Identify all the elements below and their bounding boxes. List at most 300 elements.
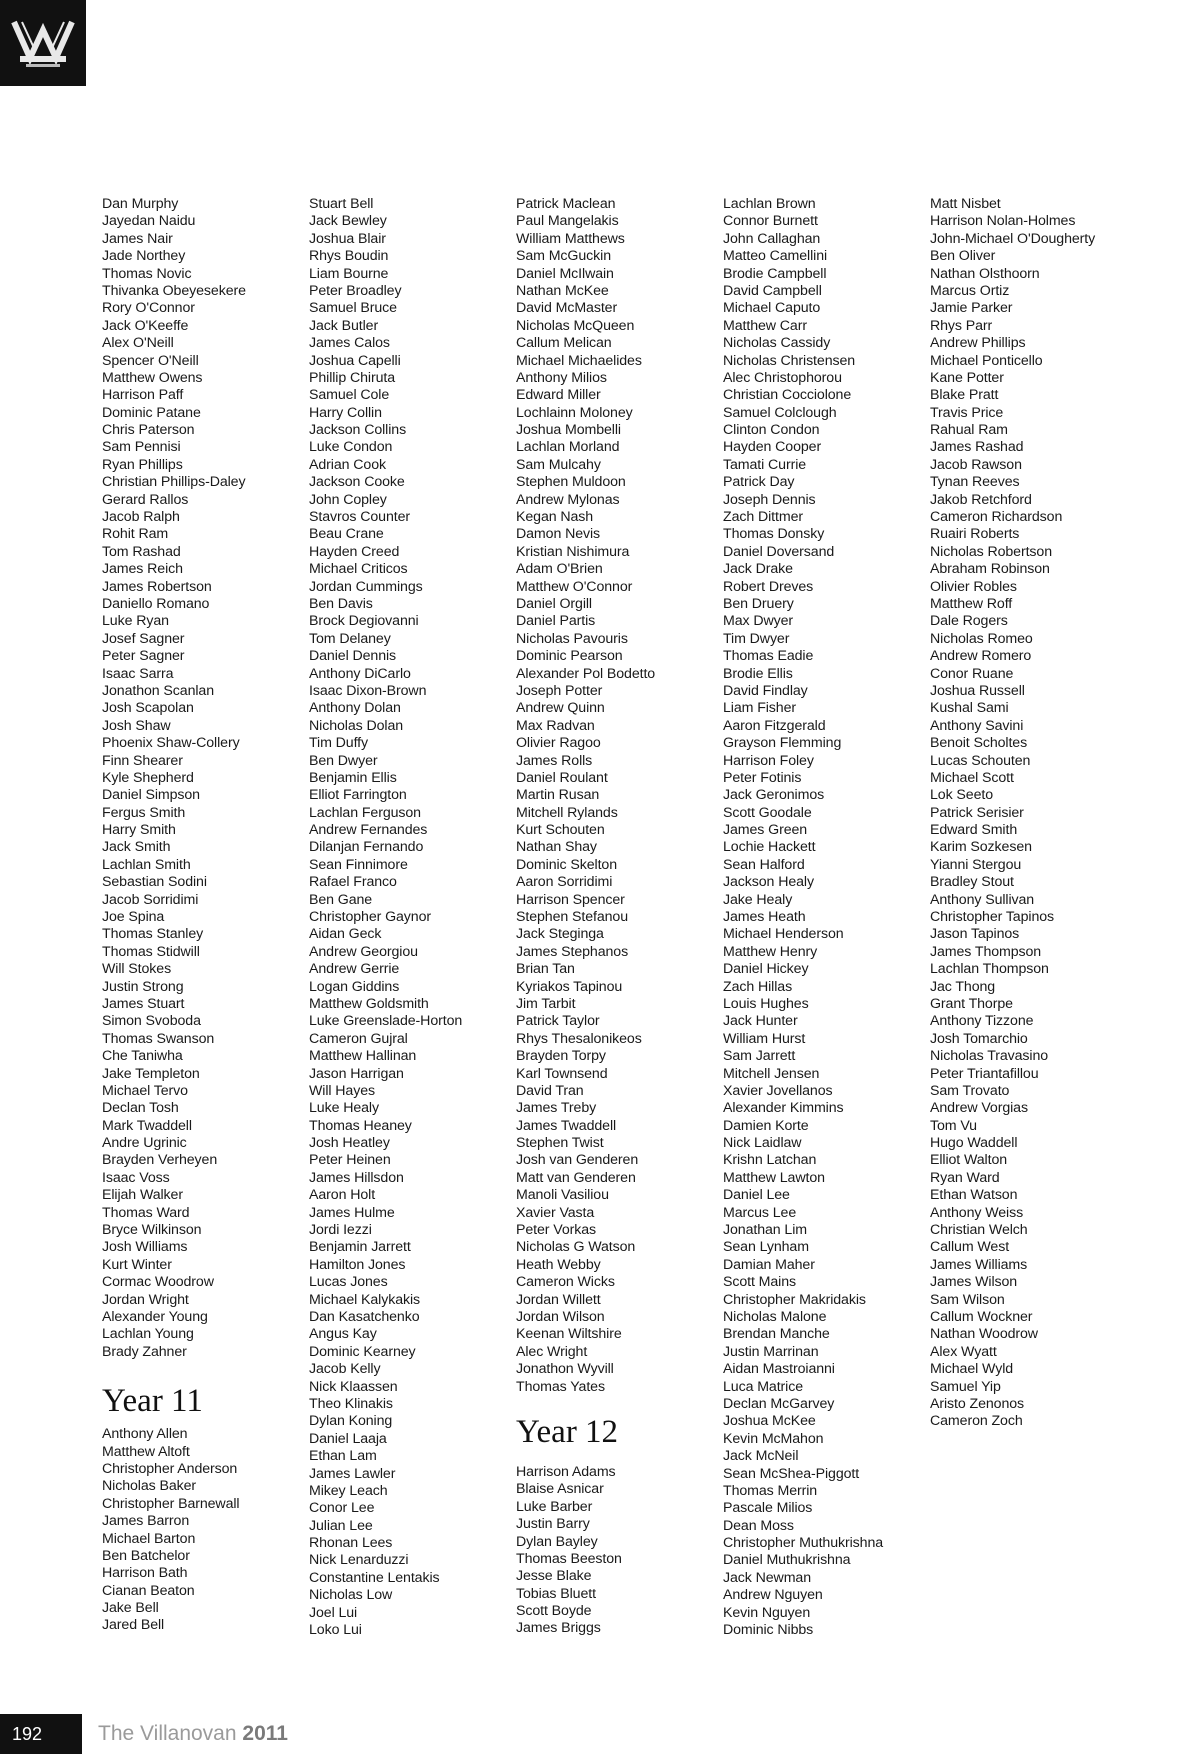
name-list-item: Ben Oliver: [930, 248, 996, 265]
name-list-item: Connor Burnett: [723, 213, 818, 230]
name-list-item: Matteo Camellini: [723, 248, 828, 265]
name-list-item: Ryan Phillips: [102, 456, 183, 473]
name-list-item: Kane Potter: [930, 369, 1004, 386]
name-list-item: Kegan Nash: [516, 509, 594, 526]
name-list-item: Benoit Scholtes: [930, 735, 1028, 752]
name-list-item: Martin Rusan: [516, 787, 600, 804]
name-list-item: Thomas Stidwill: [102, 943, 200, 960]
name-list-item: Pascale Milios: [723, 1500, 813, 1517]
name-list-item: Mitchell Rylands: [516, 804, 618, 821]
name-list-item: Joshua Blair: [309, 230, 386, 247]
name-list-item: David McMaster: [516, 300, 618, 317]
name-list-item: Andre Ugrinic: [102, 1135, 187, 1152]
name-list-item: Anthony Allen: [102, 1426, 188, 1443]
name-list-item: Scott Mains: [723, 1274, 797, 1291]
names-column-5: [930, 196, 1160, 1431]
name-list-item: Dominic Pearson: [516, 648, 623, 665]
name-list-item: Jackson Healy: [723, 874, 814, 891]
name-list-item: Dan Kasatchenko: [309, 1309, 420, 1325]
name-list-item: Tobias Bluett: [516, 1585, 596, 1602]
name-list-item: James Rolls: [516, 752, 593, 769]
name-list-item: Jayedan Naidu: [102, 213, 196, 230]
name-list-item: Jack Drake: [723, 561, 793, 578]
name-list-item: Xavier Vasta: [516, 1204, 595, 1221]
name-list-item: Thivanka Obeyesekere: [102, 282, 246, 299]
name-list-item: Michael Michaelides: [516, 352, 642, 369]
name-list-item: Cormac Woodrow: [102, 1274, 214, 1291]
name-list-item: Alec Wright: [516, 1343, 588, 1360]
name-list-item: Theo Klinakis: [309, 1395, 393, 1412]
name-list-item: Callum Melican: [516, 335, 612, 352]
name-list-item: Clinton Condon: [723, 422, 820, 439]
name-list-item: Justin Strong: [102, 978, 184, 995]
name-list-item: Sam Mulcahy: [516, 456, 601, 473]
name-list-item: Aaron Holt: [309, 1187, 376, 1204]
name-list-item: Brayden Torpy: [516, 1048, 606, 1065]
name-list-item: Joshua McKee: [723, 1413, 816, 1430]
name-list-item: Matthew Lawton: [723, 1169, 825, 1186]
name-list-item: Christopher Makridakis: [723, 1291, 866, 1308]
name-list-item: Dominic Patane: [102, 404, 201, 421]
name-list-item: Kyriakos Tapinou: [516, 978, 623, 995]
name-list-item: Josh Williams: [102, 1239, 188, 1256]
name-list-item: Jake Templeton: [102, 1065, 200, 1082]
name-list-item: Jonathan Lim: [723, 1222, 807, 1239]
name-list-item: Robert Dreves: [723, 578, 814, 595]
name-list-item: Zach Hillas: [723, 978, 793, 995]
name-list-item: Daniel Muthukrishna: [723, 1552, 851, 1569]
name-list-item: Conor Ruane: [930, 665, 1014, 682]
name-list-item: Josh Scapolan: [102, 700, 194, 717]
name-list-item: Christian Welch: [930, 1222, 1028, 1239]
name-list-item: Cameron Zoch: [930, 1413, 1023, 1430]
name-list-item: Tim Dwyer: [723, 630, 790, 647]
name-list-item: Sam Trovato: [930, 1082, 1010, 1099]
name-list-item: Patrick Maclean: [516, 196, 616, 212]
name-list-item: Lachlan Ferguson: [309, 804, 421, 821]
name-list-item: Dylan Bayley: [516, 1533, 598, 1550]
name-list-item: Harrison Nolan-Holmes: [930, 213, 1076, 230]
name-list-item: Kevin McMahon: [723, 1430, 824, 1447]
name-list-item: Krishn Latchan: [723, 1152, 817, 1169]
name-list-item: Rory O'Connor: [102, 300, 195, 317]
name-list-item: Nicholas Cassidy: [723, 335, 831, 352]
name-list-item: Nicholas Baker: [102, 1478, 197, 1495]
name-list-item: Christopher Barnewall: [102, 1495, 240, 1512]
name-list-item: Callum Wockner: [930, 1309, 1033, 1325]
name-list-item: Justin Barry: [516, 1516, 590, 1533]
name-list-item: Josh van Genderen: [516, 1152, 639, 1169]
name-list-item: Dominic Skelton: [516, 856, 618, 873]
publication-year: 2011: [242, 1722, 288, 1745]
name-list-item: David Tran: [516, 1082, 584, 1099]
name-list-item: Mitchell Jensen: [723, 1065, 820, 1082]
name-list-item: Andrew Fernandes: [309, 822, 428, 839]
name-list-item: Marcus Lee: [723, 1204, 797, 1221]
name-list-item: Michael Scott: [930, 769, 1014, 786]
name-list-item: Nicholas Robertson: [930, 543, 1053, 560]
name-list-item: Jake Bell: [102, 1600, 159, 1617]
name-list-item: Jason Harrigan: [309, 1065, 404, 1082]
name-list-item: Mikey Leach: [309, 1482, 388, 1499]
name-list-item: Jared Bell: [102, 1617, 165, 1634]
name-list-item: Joseph Potter: [516, 682, 603, 699]
name-list-item: Rhys Parr: [930, 317, 993, 334]
name-list-item: Julian Lee: [309, 1517, 373, 1534]
name-list-item: James Stephanos: [516, 943, 629, 960]
name-list-item: Andrew Quinn: [516, 700, 605, 717]
name-list-item: Adam O'Brien: [516, 561, 603, 578]
name-list-item: Jack Newman: [723, 1569, 811, 1586]
name-list-item: Ruairi Roberts: [930, 526, 1020, 543]
name-list-item: Alex Wyatt: [930, 1343, 997, 1360]
name-list-item: Jade Northey: [102, 248, 186, 265]
name-list-item: Matthew Henry: [723, 943, 818, 960]
name-list-item: Marcus Ortiz: [930, 282, 1010, 299]
name-list-item: Christian Phillips-Daley: [102, 474, 246, 491]
name-list-item: Andrew Vorgias: [930, 1100, 1028, 1117]
name-list-item: Rhys Thesalonikeos: [516, 1030, 642, 1047]
name-list-item: Brodie Campbell: [723, 265, 827, 282]
name-list-item: Dylan Koning: [309, 1413, 393, 1430]
name-list-item: Matthew Carr: [723, 317, 807, 334]
name-list-item: Fergus Smith: [102, 804, 186, 821]
name-list-item: Matt van Genderen: [516, 1169, 636, 1186]
name-list-item: Anthony Dolan: [309, 700, 401, 717]
name-list-item: Thomas Yates: [516, 1378, 605, 1395]
name-list-item: James Green: [723, 822, 808, 839]
name-list-item: James Heath: [723, 909, 806, 926]
name-list-item: James Nair: [102, 230, 173, 247]
name-list-item: Rhonan Lees: [309, 1535, 393, 1552]
name-list-item: Nathan Shay: [516, 839, 597, 856]
name-list-item: Jacob Sorridimi: [102, 891, 199, 908]
name-list-item: Christian Cocciolone: [723, 387, 852, 404]
name-list-item: Bradley Stout: [930, 874, 1014, 891]
name-list-item: Thomas Stanley: [102, 926, 204, 943]
name-list-item: Declan Tosh: [102, 1100, 179, 1117]
name-list-item: Lucas Schouten: [930, 752, 1031, 769]
name-list-item: Luke Greenslade-Horton: [309, 1013, 463, 1030]
names-list: [930, 196, 1160, 1431]
name-list-item: Hayden Creed: [309, 543, 400, 560]
name-list-item: Daniel Lee: [723, 1187, 790, 1204]
name-list-item: Aristo Zenonos: [930, 1395, 1025, 1412]
section-heading-year-11: Year 11: [102, 1383, 203, 1420]
name-list-item: Sam Wilson: [930, 1291, 1005, 1308]
name-list-item: Keenan Wiltshire: [516, 1326, 622, 1343]
name-list-item: Jacob Kelly: [309, 1361, 381, 1378]
name-list-item: Ryan Ward: [930, 1169, 1000, 1186]
name-list-item: Kushal Sami: [930, 700, 1009, 717]
name-list-item: James Twaddell: [516, 1117, 617, 1134]
name-list-item: James Wilson: [930, 1274, 1018, 1291]
name-list-item: Spencer O'Neill: [102, 352, 199, 369]
name-list-item: Cameron Wicks: [516, 1274, 615, 1291]
name-list-item: Michael Henderson: [723, 926, 844, 943]
name-list-item: Jack McNeil: [723, 1448, 799, 1465]
name-list-item: Josh Heatley: [309, 1135, 390, 1152]
name-list-item: Justin Marrinan: [723, 1343, 819, 1360]
logo: [0, 0, 86, 86]
name-list-item: Nathan Olsthoorn: [930, 265, 1040, 282]
names-list: [309, 196, 514, 1639]
name-list-item: Michael Wyld: [930, 1361, 1014, 1378]
name-list-item: Daniel Laaja: [309, 1430, 387, 1447]
name-list-item: Max Dwyer: [723, 613, 794, 630]
name-list-item: Alec Christophorou: [723, 369, 842, 386]
name-list-item: Nicholas Romeo: [930, 630, 1033, 647]
name-list-item: Brendan Manche: [723, 1326, 830, 1343]
name-list-item: Tom Rashad: [102, 543, 181, 560]
name-list-item: Nathan Woodrow: [930, 1326, 1038, 1343]
name-list-item: Travis Price: [930, 404, 1004, 421]
name-list-item: Jason Tapinos: [930, 926, 1020, 943]
name-list-item: Stavros Counter: [309, 509, 411, 526]
page-number: 192: [0, 1714, 82, 1754]
name-list-item: Phoenix Shaw-Collery: [102, 735, 240, 752]
name-list-item: Heath Webby: [516, 1256, 601, 1273]
name-list-item: Cameron Gujral: [309, 1030, 408, 1047]
name-list-item: Peter Vorkas: [516, 1222, 597, 1239]
name-list-item: Michael Tervo: [102, 1082, 188, 1099]
name-list-item: Lachlan Thompson: [930, 961, 1049, 978]
name-list-item: Andrew Gerrie: [309, 961, 400, 978]
name-list-item: Benjamin Jarrett: [309, 1239, 411, 1256]
name-list-item: Luke Ryan: [102, 613, 169, 630]
name-list-item: Michael Ponticello: [930, 352, 1043, 369]
name-list-item: Harrison Spencer: [516, 891, 625, 908]
name-list-item: Daniel Dennis: [309, 648, 397, 665]
name-list-item: Matt Nisbet: [930, 196, 1001, 212]
name-list-item: Isaac Dixon-Brown: [309, 682, 427, 699]
name-list-item: Damon Nevis: [516, 526, 601, 543]
name-list-item: Lachlan Young: [102, 1326, 194, 1343]
name-list-item: Sebastian Sodini: [102, 874, 207, 891]
name-list-item: Luke Barber: [516, 1498, 593, 1515]
name-list-item: Louis Hughes: [723, 995, 809, 1012]
name-list-item: William Matthews: [516, 230, 625, 247]
name-list-item: Jack Hunter: [723, 1013, 798, 1030]
name-list-item: Jamie Parker: [930, 300, 1013, 317]
name-list-item: Harry Smith: [102, 822, 176, 839]
name-list-item: Constantine Lentakis: [309, 1569, 440, 1586]
name-list-item: Kyle Shepherd: [102, 769, 194, 786]
name-list-item: William Hurst: [723, 1030, 806, 1047]
name-list-item: Lok Seeto: [930, 787, 993, 804]
name-list-item: Matthew Hallinan: [309, 1048, 417, 1065]
name-list-item: Jordan Willett: [516, 1291, 601, 1308]
name-list-item: Ben Gane: [309, 891, 373, 908]
name-list-item: Brayden Verheyen: [102, 1152, 218, 1169]
name-list-item: Rafael Franco: [309, 874, 397, 891]
name-list-item: Anthony Sullivan: [930, 891, 1035, 908]
name-list-item: Daniel Roulant: [516, 769, 608, 786]
name-list-item: Andrew Georgiou: [309, 943, 418, 960]
name-list-item: Jordi Iezzi: [309, 1222, 372, 1239]
name-list-item: David Campbell: [723, 282, 822, 299]
name-list-item: James Treby: [516, 1100, 597, 1117]
names-column-1: [102, 196, 307, 1635]
name-list-item: Jakob Retchford: [930, 491, 1032, 508]
name-list-item: Ethan Lam: [309, 1448, 377, 1465]
name-list-item: Dilanjan Fernando: [309, 839, 424, 856]
name-list-item: Finn Shearer: [102, 752, 183, 769]
name-list-item: Ben Batchelor: [102, 1547, 190, 1564]
name-list-item: Joseph Dennis: [723, 491, 816, 508]
name-list-item: Thomas Donsky: [723, 526, 825, 543]
name-list-item: Lochie Hackett: [723, 839, 816, 856]
name-list-item: Christopher Muthukrishna: [723, 1535, 884, 1552]
name-list-item: Daniel Orgill: [516, 595, 592, 612]
name-list-item: James Stuart: [102, 995, 185, 1012]
name-list-item: Liam Bourne: [309, 265, 389, 282]
name-list-item: Tom Delaney: [309, 630, 391, 647]
names-list: [102, 196, 307, 1361]
name-list-item: Patrick Day: [723, 474, 795, 491]
name-list-item: James Briggs: [516, 1620, 601, 1637]
name-list-item: Stuart Bell: [309, 196, 374, 212]
name-list-item: Grayson Flemming: [723, 735, 842, 752]
name-list-item: Dominic Nibbs: [723, 1622, 814, 1639]
name-list-item: Daniello Romano: [102, 595, 210, 612]
name-list-item: Sean McShea-Piggott: [723, 1465, 860, 1482]
name-list-item: James Rashad: [930, 439, 1024, 456]
name-list-item: Edward Smith: [930, 822, 1018, 839]
name-list-item: Jack Bewley: [309, 213, 387, 230]
name-list-item: Daniel Partis: [516, 613, 596, 630]
name-list-item: Lucas Jones: [309, 1274, 388, 1291]
name-list-item: Chris Paterson: [102, 422, 195, 439]
name-list-item: Joshua Mombelli: [516, 422, 621, 439]
name-list-item: Thomas Eadie: [723, 648, 814, 665]
name-list-item: Jackson Cooke: [309, 474, 405, 491]
name-list-item: James Williams: [930, 1256, 1028, 1273]
name-list-item: Nicholas McQueen: [516, 317, 635, 334]
name-list-item: Jac Thong: [930, 978, 996, 995]
name-list-item: Matthew Owens: [102, 369, 203, 386]
name-list-item: Kurt Winter: [102, 1256, 172, 1273]
name-list-item: Ben Druery: [723, 595, 794, 612]
name-list-item: Peter Heinen: [309, 1152, 391, 1169]
name-list-item: Jack Butler: [309, 317, 379, 334]
name-list-item: Benjamin Ellis: [309, 769, 397, 786]
name-list-item: Liam Fisher: [723, 700, 797, 717]
name-list-item: Jackson Collins: [309, 422, 407, 439]
name-list-item: Luke Healy: [309, 1100, 379, 1117]
name-list-item: Angus Kay: [309, 1326, 377, 1343]
name-list-item: Thomas Ward: [102, 1204, 190, 1221]
name-list-item: Nathan McKee: [516, 282, 609, 299]
name-list-item: Beau Crane: [309, 526, 384, 543]
name-list-item: Jonathon Wyvill: [516, 1361, 614, 1378]
name-list-item: Jordan Cummings: [309, 578, 423, 595]
name-list-item: Callum West: [930, 1239, 1010, 1256]
name-list-item: Sean Finnimore: [309, 856, 408, 873]
name-list-item: Christopher Gaynor: [309, 909, 432, 926]
name-list-item: Damian Maher: [723, 1256, 815, 1273]
names-column-3: [516, 196, 721, 1638]
name-list-item: Joshua Capelli: [309, 352, 401, 369]
name-list-item: Lachlan Brown: [723, 196, 816, 212]
name-list-item: James Calos: [309, 335, 390, 352]
name-list-item: Conor Lee: [309, 1500, 375, 1517]
name-list-item: Jacob Rawson: [930, 456, 1022, 473]
name-list-item: Rahual Ram: [930, 422, 1008, 439]
name-list-item: Tynan Reeves: [930, 474, 1020, 491]
name-list-item: James Reich: [102, 561, 183, 578]
name-list-item: Cameron Richardson: [930, 509, 1063, 526]
name-list-item: Sam McGuckin: [516, 248, 611, 265]
name-list-item: Michael Caputo: [723, 300, 821, 317]
name-list-item: Alexander Pol Bodetto: [516, 665, 656, 682]
name-list-item: Peter Fotinis: [723, 769, 802, 786]
name-list-item: Nicholas Christensen: [723, 352, 856, 369]
name-list-item: Ben Dwyer: [309, 752, 378, 769]
name-list-item: Joshua Russell: [930, 682, 1025, 699]
name-list-item: Harrison Foley: [723, 752, 814, 769]
name-list-item: Olivier Ragoo: [516, 735, 601, 752]
name-list-item: Logan Giddins: [309, 978, 400, 995]
name-list-item: Patrick Serisier: [930, 804, 1024, 821]
name-list-item: Jack Steginga: [516, 926, 604, 943]
name-list-item: Christopher Tapinos: [930, 909, 1055, 926]
name-list-item: Joe Spina: [102, 909, 165, 926]
name-list-item: Alexander Young: [102, 1309, 208, 1325]
name-list-item: Stephen Muldoon: [516, 474, 626, 491]
name-list-item: Christopher Anderson: [102, 1460, 238, 1477]
name-list-item: Dan Murphy: [102, 196, 179, 212]
name-list-item: Zach Dittmer: [723, 509, 803, 526]
name-list-item: Simon Svoboda: [102, 1013, 201, 1030]
name-list-item: Elijah Walker: [102, 1187, 183, 1204]
name-list-item: Samuel Bruce: [309, 300, 397, 317]
name-list-item: Nicholas Pavouris: [516, 630, 628, 647]
name-list-item: Kevin Nguyen: [723, 1604, 811, 1621]
name-list-item: Harry Collin: [309, 404, 382, 421]
name-list-item: James Barron: [102, 1513, 190, 1530]
name-list-item: Nick Klaassen: [309, 1378, 398, 1395]
name-list-item: Peter Broadley: [309, 282, 402, 299]
names-list: [516, 196, 721, 1396]
name-list-item: Elliot Walton: [930, 1152, 1008, 1169]
name-list-item: John-Michael O'Dougherty: [930, 230, 1096, 247]
name-list-item: Josef Sagner: [102, 630, 185, 647]
name-list-item: Hamilton Jones: [309, 1256, 406, 1273]
name-list-item: Che Taniwha: [102, 1048, 183, 1065]
name-list-item: Brodie Ellis: [723, 665, 793, 682]
name-list-item: Brian Tan: [516, 961, 575, 978]
name-list-item: Nick Laidlaw: [723, 1135, 802, 1152]
name-list-item: Dale Rogers: [930, 613, 1008, 630]
name-list-item: Declan McGarvey: [723, 1395, 835, 1412]
name-list-item: Matthew Roff: [930, 595, 1013, 612]
name-list-item: Patrick Taylor: [516, 1013, 600, 1030]
name-list-item: Adrian Cook: [309, 456, 386, 473]
name-list-item: Paul Mangelakis: [516, 213, 619, 230]
name-list-item: Harrison Paff: [102, 387, 184, 404]
name-list-item: James Thompson: [930, 943, 1042, 960]
name-list-item: Luke Condon: [309, 439, 393, 456]
publication-title: [98, 1718, 288, 1750]
name-list-item: Karl Townsend: [516, 1065, 608, 1082]
names-list: [102, 1426, 307, 1635]
name-list-item: Aaron Sorridimi: [516, 874, 613, 891]
name-list-item: Lachlan Morland: [516, 439, 620, 456]
name-list-item: Josh Tomarchio: [930, 1030, 1028, 1047]
name-list-item: Xavier Jovellanos: [723, 1082, 833, 1099]
name-list-item: Anthony Tizzone: [930, 1013, 1034, 1030]
